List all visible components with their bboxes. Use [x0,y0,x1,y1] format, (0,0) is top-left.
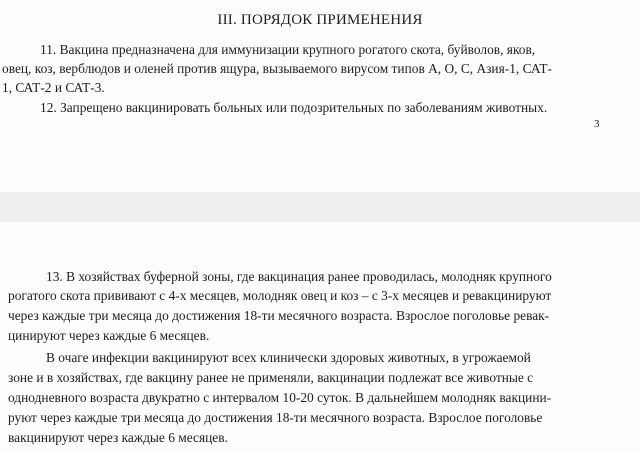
paragraph-11-line-1: 11. Вакцина предназначена для иммунизации крупного рогатого скота, буйволов, яков, [40,42,536,57]
page-gap [0,192,640,222]
section-heading: III. ПОРЯДОК ПРИМЕНЕНИЯ [217,12,423,28]
paragraph-13-line-3: через каждые три месяца до достижения 18-ти месячного возраста. Взрослое поголовье ревак- [8,308,550,323]
paragraph-12: 12. Запрещено вакцинировать больных или подозрительных по заболеваниям животных. [40,100,548,115]
paragraph-11-line-2: овец, коз, верблюдов и оленей против ящура, вызываемого вирусом типов А, О, С, Азия-1, САТ- [2,61,552,76]
paragraph-13-line-1: 13. В хозяйствах буферной зоны, где вакцинация ранее проводилась, молодняк крупного [46,269,552,284]
paragraph-outbreak-line-2: зоне и в хозяйствах, где вакцину ранее не применяли, вакцинации подлежат все животные с [8,370,534,385]
paragraph-outbreak-line-5: вакцинируют через каждые 6 месяцев. [8,430,228,445]
paragraph-outbreak-line-3: однодневного возраста двукратно с интервалом 10-20 суток. В дальнейшем молодняк вакцини- [8,390,552,405]
page-number: 3 [594,118,600,130]
paragraph-outbreak-line-4: руют через каждые три месяца до достижения 18-ти месячного возраста. Взрослое поголовье [8,410,543,425]
paragraph-13-line-4: цинируют через каждые 6 месяцев. [8,328,210,343]
document-page-top [0,0,640,192]
paragraph-outbreak-line-1: В очаге инфекции вакцинируют всех клинически здоровых животных, в угрожаемой [46,350,531,365]
paragraph-11-line-3: 1, САТ-2 и САТ-3. [2,80,105,95]
document-page-bottom [0,222,640,453]
paragraph-13-line-2: рогатого скота прививают с 4-х месяцев, молодняк овец и коз – с 3-х месяцев и ревакцинируют [8,288,552,303]
